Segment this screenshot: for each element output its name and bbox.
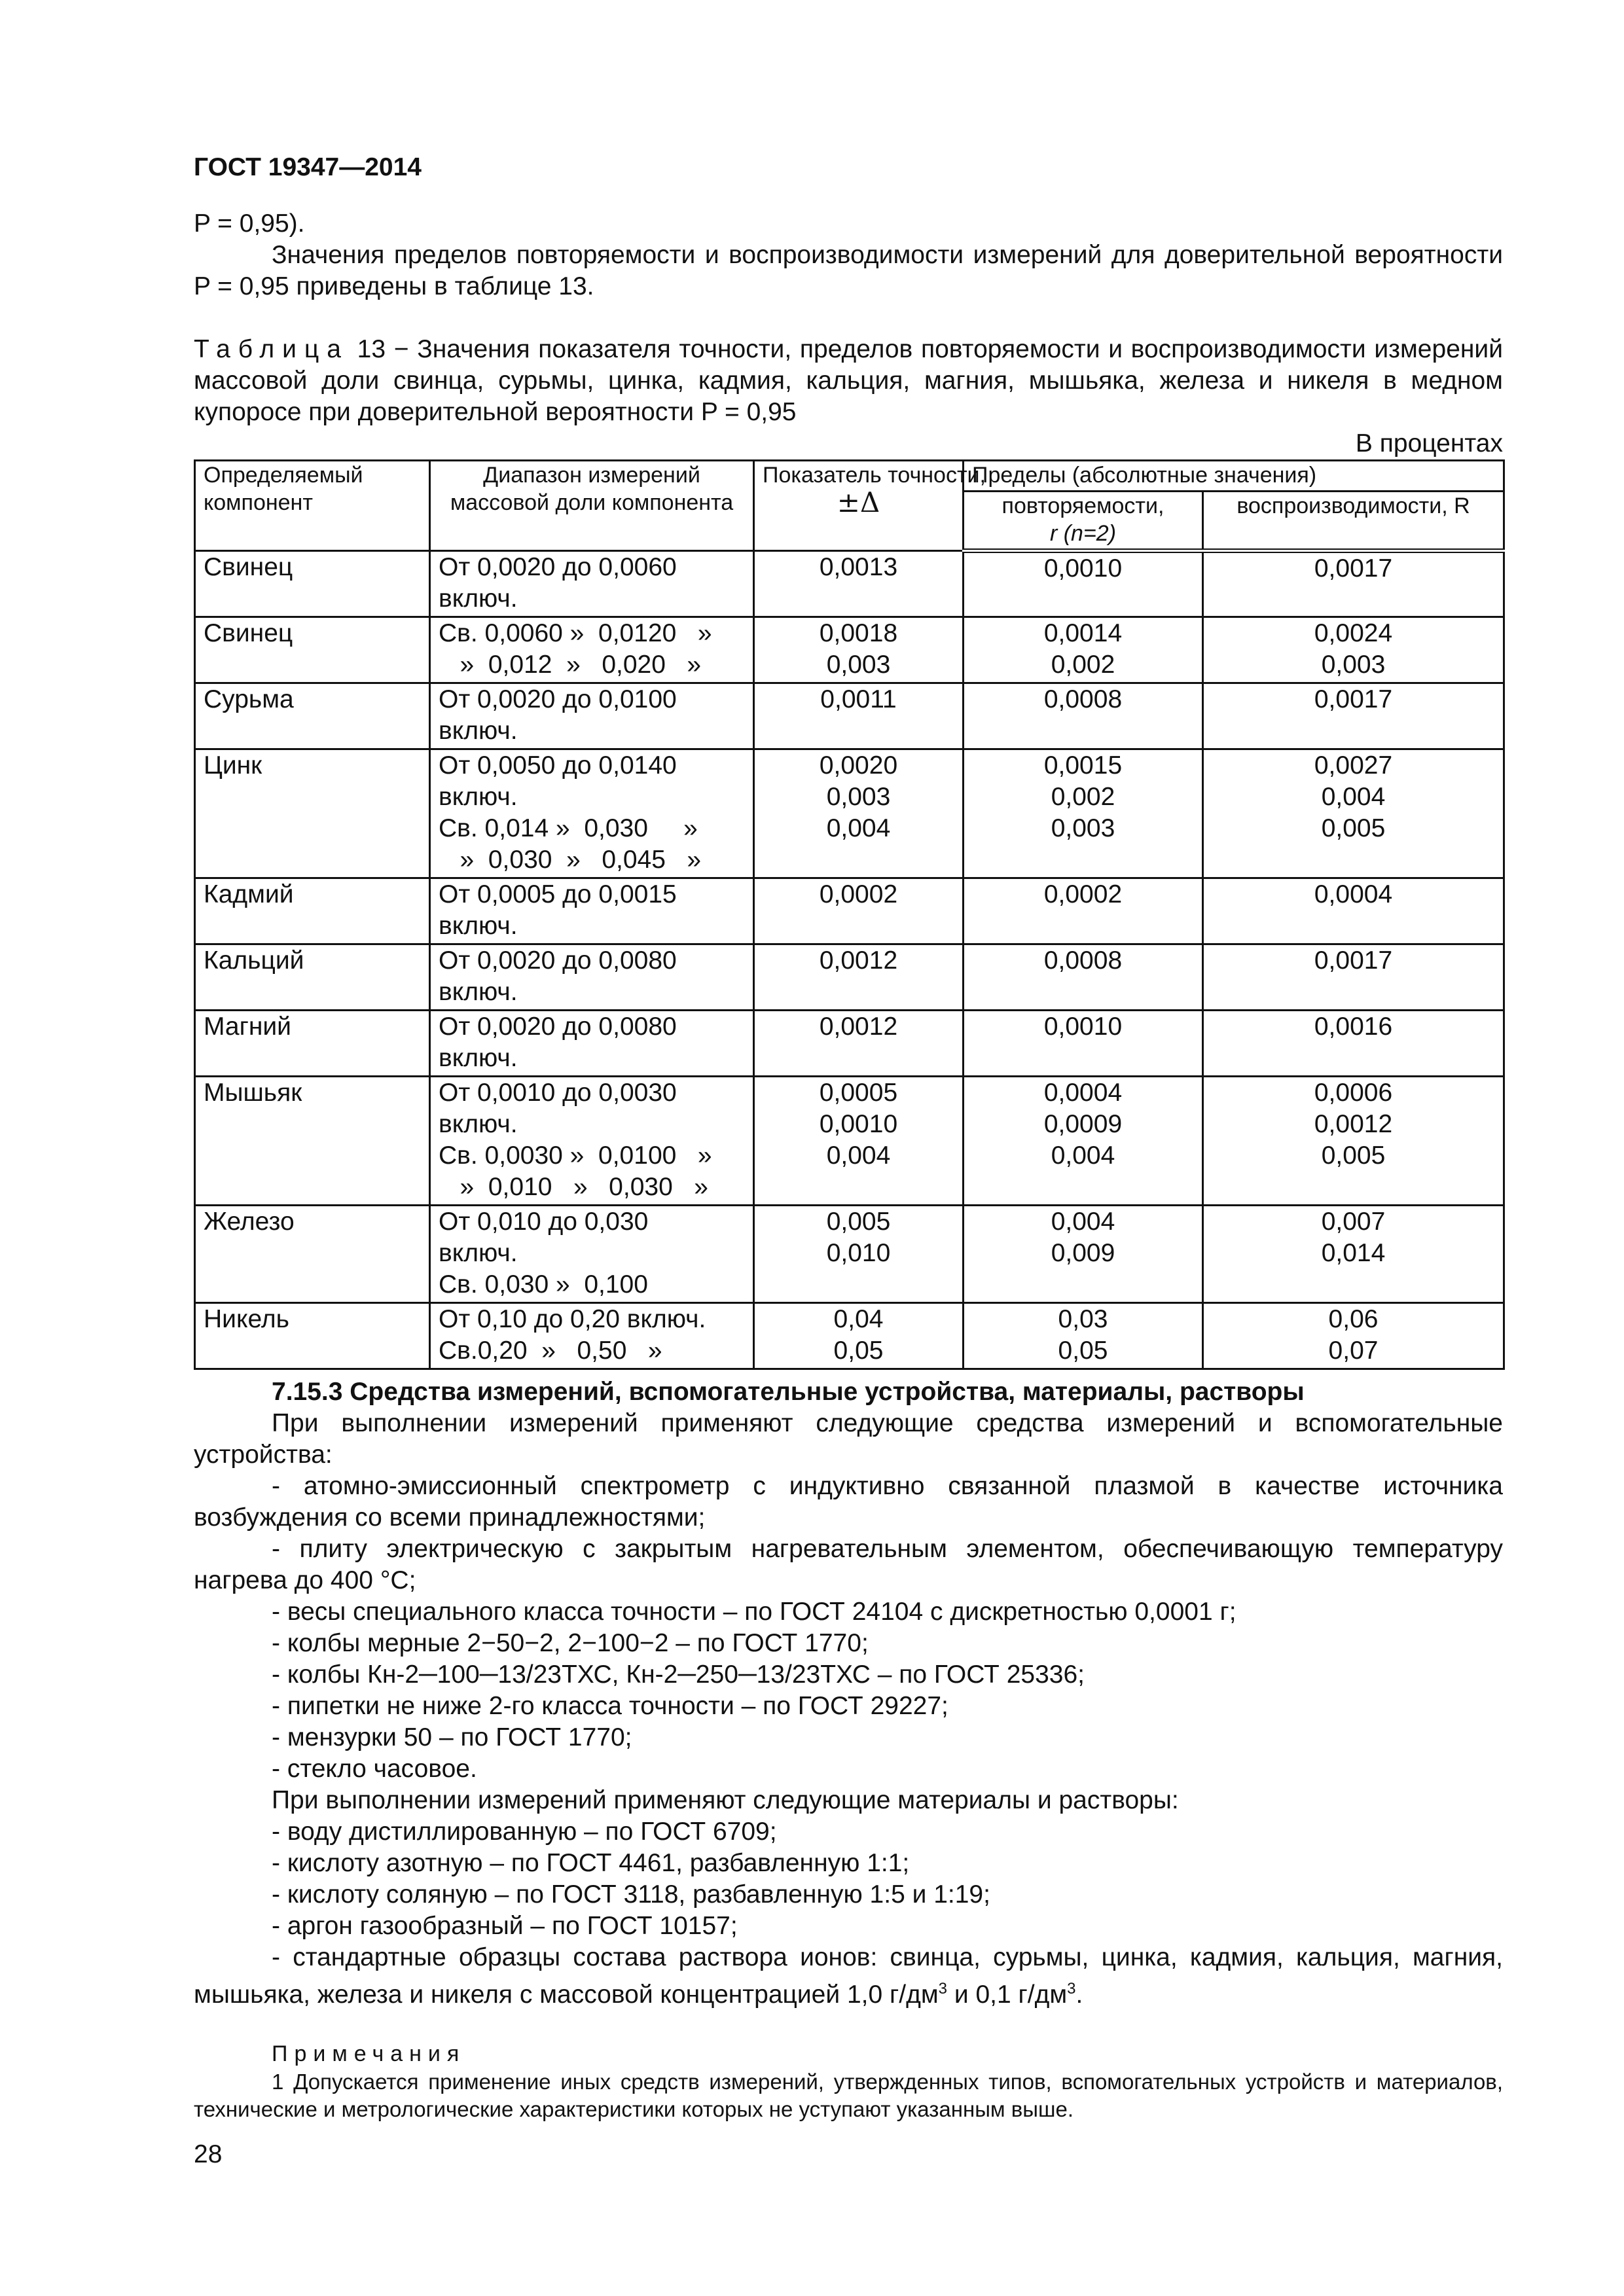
cell-range (430, 1303, 754, 1369)
cell-repeatability-line: 0,004 (1051, 1208, 1115, 1236)
cell-repeatability-line: 0,0010 (1043, 1013, 1123, 1041)
cell-range-line: включ. (439, 1110, 518, 1138)
cell-accuracy (754, 1303, 964, 1369)
cell-range-line: От 0,0020 до 0,0080 (439, 1013, 677, 1041)
cell-repeatability-line: 0,0009 (1043, 1110, 1123, 1138)
cell-repeatability-line: 0,03 (1058, 1305, 1108, 1333)
equipment-item: - мензурки 50 – по ГОСТ 1770; (272, 1723, 632, 1751)
cell-range-line: включ. (439, 783, 518, 811)
cell-component: Никель (195, 1303, 430, 1369)
cell-reproducibility (1203, 551, 1504, 617)
cell-range-line: От 0,0020 до 0,0060 (439, 553, 677, 581)
header-repeatability (964, 492, 1203, 551)
cell-range-line: » 0,030 » 0,045 » (439, 846, 702, 874)
cell-component: Сурьма (195, 683, 430, 749)
cell-repeatability-line: 0,05 (1058, 1336, 1108, 1365)
header-repeatability-symbol: r (n=2) (1049, 521, 1117, 546)
cell-accuracy (754, 683, 964, 749)
equipment-item: - весы специального класса точности – по ГОСТ 24104 с дискретностью 0,0001 г; (272, 1598, 1236, 1626)
cell-repeatability-line: 0,0008 (1043, 946, 1123, 975)
cell-component: Свинец (195, 551, 430, 617)
cell-repeatability (964, 1077, 1203, 1206)
equipment-list (194, 1471, 1503, 1785)
table-row (195, 1206, 1504, 1303)
cell-range (430, 1011, 754, 1077)
material-item: - аргон газообразный – по ГОСТ 10157; (272, 1912, 738, 1940)
cell-reproducibility-line: 0,0004 (1314, 880, 1393, 908)
cell-repeatability-line: 0,0002 (1043, 880, 1123, 908)
cell-accuracy-line: 0,0018 (819, 619, 898, 647)
cell-repeatability-line: 0,0014 (1043, 619, 1123, 647)
equipment-item: - пипетки не ниже 2-го класса точности – по ГОСТ 29227; (272, 1692, 948, 1720)
cell-reproducibility-line: 0,007 (1321, 1208, 1386, 1236)
notes-heading: Примечания (272, 2041, 466, 2066)
equipment-item: - стекло часовое. (272, 1755, 477, 1783)
section-intro-1: При выполнении измерений применяют следующие средства измерений и вспомогательные устройства: (194, 1409, 1503, 1469)
cell-repeatability-line: 0,0010 (1043, 554, 1123, 583)
superscript-2: 3 (1067, 1980, 1076, 1998)
cell-reproducibility-line: 0,004 (1321, 783, 1386, 811)
section-title: 7.15.3 Средства измерений, вспомогательные устройства, материалы, растворы (272, 1378, 1305, 1406)
cell-accuracy-line: 0,0005 (819, 1079, 898, 1107)
cell-range-line: От 0,0050 до 0,0140 (439, 751, 677, 780)
cell-range (430, 878, 754, 944)
table-caption-body: 13 − Значения показателя точности, пределов повторяемости и воспроизводимости измерений массовой доли свинца, сурьмы, цинка, кадмия, кальция, магния, мышьяка, железа и никеля в медном купоросе при доверительной вероятности P = 0,95 (194, 335, 1503, 426)
cell-range-line: включ. (439, 912, 518, 940)
cell-repeatability-line: 0,002 (1051, 783, 1115, 811)
cell-reproducibility-line: 0,005 (1321, 1141, 1386, 1170)
cell-accuracy-line: 0,003 (826, 651, 891, 679)
cell-reproducibility-line: 0,014 (1321, 1239, 1386, 1267)
header-range: Диапазон измерений массовой доли компонента (430, 461, 754, 551)
header-component: Определяемый компонент (195, 461, 430, 551)
cell-reproducibility (1203, 683, 1504, 749)
equipment-item: - колбы мерные 2−50−2, 2−100−2 – по ГОСТ 1770; (272, 1629, 869, 1657)
document-page (194, 152, 1503, 2169)
cell-accuracy-line: 0,010 (826, 1239, 891, 1267)
table-row (195, 944, 1504, 1011)
header-accuracy-symbol: ±Δ (837, 486, 880, 518)
cell-component: Кадмий (195, 878, 430, 944)
cell-component: Магний (195, 1011, 430, 1077)
intro-paragraph: Значения пределов повторяемости и воспроизводимости измерений для доверительной вероятности P = 0,95 приведены в таблице 13. (194, 241, 1503, 300)
cell-reproducibility-line: 0,0006 (1314, 1079, 1393, 1107)
table-units: В процентах (1355, 429, 1503, 457)
cell-accuracy (754, 944, 964, 1011)
cell-component: Свинец (195, 617, 430, 683)
cell-accuracy-line: 0,0011 (820, 685, 897, 713)
table-row (195, 878, 1504, 944)
cell-accuracy-line: 0,005 (826, 1208, 891, 1236)
cell-accuracy-line: 0,05 (833, 1336, 884, 1365)
cell-repeatability (964, 944, 1203, 1011)
cell-accuracy (754, 749, 964, 878)
cell-accuracy (754, 1011, 964, 1077)
cell-reproducibility (1203, 878, 1504, 944)
cell-reproducibility-line: 0,0017 (1314, 946, 1393, 975)
cell-accuracy (754, 1077, 964, 1206)
cell-reproducibility-line: 0,0017 (1314, 685, 1393, 713)
cell-range-line: Св.0,20 » 0,50 » (439, 1336, 662, 1365)
last-item-mid: и 0,1 г/дм (947, 1981, 1068, 2009)
table-row (195, 1303, 1504, 1369)
cell-range-line: включ. (439, 978, 518, 1006)
intro-line: P = 0,95). (194, 209, 305, 238)
cell-accuracy (754, 878, 964, 944)
table-caption-label: Таблица (194, 335, 349, 363)
header-limits: Пределы (абсолютные значения) (964, 461, 1504, 492)
cell-accuracy-line: 0,0012 (819, 1013, 898, 1041)
cell-accuracy (754, 1206, 964, 1303)
cell-reproducibility-line: 0,005 (1321, 814, 1386, 842)
cell-range-line: включ. (439, 584, 518, 613)
cell-reproducibility (1203, 944, 1504, 1011)
cell-repeatability-line: 0,0008 (1043, 685, 1123, 713)
cell-repeatability (964, 1011, 1203, 1077)
cell-range-line: От 0,10 до 0,20 включ. (439, 1305, 706, 1333)
cell-repeatability (964, 617, 1203, 683)
document-header: ГОСТ 19347—2014 (194, 153, 422, 181)
cell-accuracy-line: 0,0013 (819, 553, 898, 581)
cell-repeatability-line: 0,0004 (1043, 1079, 1123, 1107)
cell-range (430, 551, 754, 617)
equipment-item: - колбы Кн-2─100─13/23ТХС, Кн-2─250─13/23ТХС – по ГОСТ 25336; (272, 1660, 1085, 1689)
cell-reproducibility-line: 0,0024 (1314, 619, 1393, 647)
cell-range-line: включ. (439, 717, 518, 745)
cell-accuracy-line: 0,0002 (819, 880, 898, 908)
cell-accuracy-line: 0,004 (826, 814, 891, 842)
data-table (194, 459, 1505, 1370)
cell-range-line: » 0,012 » 0,020 » (439, 651, 702, 679)
table-caption (194, 334, 1503, 459)
superscript-1: 3 (938, 1980, 948, 1998)
cell-component: Железо (195, 1206, 430, 1303)
cell-range-line: включ. (439, 1044, 518, 1072)
cell-accuracy-line: 0,004 (826, 1141, 891, 1170)
table-row (195, 1077, 1504, 1206)
cell-accuracy-line: 0,0020 (819, 751, 898, 780)
cell-range (430, 749, 754, 878)
cell-reproducibility (1203, 1206, 1504, 1303)
last-item-end: . (1075, 1981, 1083, 2009)
material-item: - кислоту соляную – по ГОСТ 3118, разбавленную 1:5 и 1:19; (272, 1880, 990, 1909)
cell-reproducibility-line: 0,0027 (1314, 751, 1393, 780)
cell-repeatability (964, 551, 1203, 617)
cell-range-line: Св. 0,0030 » 0,0100 » (439, 1141, 712, 1170)
table-row (195, 551, 1504, 617)
table-row (195, 617, 1504, 683)
cell-accuracy-line: 0,003 (826, 783, 891, 811)
cell-reproducibility (1203, 1303, 1504, 1369)
cell-reproducibility-line: 0,06 (1328, 1305, 1379, 1333)
cell-repeatability-line: 0,002 (1051, 651, 1115, 679)
materials-list-last-item (194, 1942, 1503, 2011)
cell-range-line: Св. 0,0060 » 0,0120 » (439, 619, 712, 647)
last-item-text: - стандартные образцы состава раствора ионов: свинца, сурьмы, цинка, кадмия, кальция, магния, мышьяка, железа и никеля с массовой концентрацией 1,0 г/дм (194, 1943, 1503, 2009)
page-number: 28 (194, 2140, 223, 2168)
cell-range-line: » 0,010 » 0,030 » (439, 1173, 708, 1201)
cell-repeatability-line: 0,009 (1051, 1239, 1115, 1267)
cell-range-line: От 0,010 до 0,030 (439, 1208, 649, 1236)
cell-reproducibility (1203, 1011, 1504, 1077)
cell-repeatability-line: 0,004 (1051, 1141, 1115, 1170)
cell-repeatability (964, 749, 1203, 878)
cell-component: Мышьяк (195, 1077, 430, 1206)
cell-repeatability-line: 0,003 (1051, 814, 1115, 842)
equipment-item: - атомно-эмиссионный спектрометр с индуктивно связанной плазмой в качестве источника возбуждения со всеми принадлежностями; (194, 1472, 1503, 1532)
cell-range (430, 1206, 754, 1303)
cell-reproducibility (1203, 749, 1504, 878)
cell-range-line: От 0,0020 до 0,0100 (439, 685, 677, 713)
table-caption-text (194, 334, 1503, 428)
header-accuracy-label: Показатель точности, (763, 463, 986, 488)
table-header-row-1 (195, 461, 1504, 492)
cell-range-line: От 0,0020 до 0,0080 (439, 946, 677, 975)
cell-accuracy (754, 617, 964, 683)
table-units-row (194, 428, 1503, 459)
cell-range-line: Св. 0,014 » 0,030 » (439, 814, 698, 842)
cell-repeatability (964, 878, 1203, 944)
cell-reproducibility-line: 0,07 (1328, 1336, 1379, 1365)
cell-range-line: Св. 0,030 » 0,100 (439, 1270, 648, 1299)
cell-reproducibility (1203, 617, 1504, 683)
cell-component: Кальций (195, 944, 430, 1011)
table-row (195, 749, 1504, 878)
cell-component: Цинк (195, 749, 430, 878)
cell-repeatability (964, 1206, 1203, 1303)
table-row (195, 1011, 1504, 1077)
material-item: - воду дистиллированную – по ГОСТ 6709; (272, 1818, 777, 1846)
cell-range (430, 617, 754, 683)
cell-range (430, 944, 754, 1011)
header-accuracy (754, 461, 986, 551)
cell-repeatability (964, 683, 1203, 749)
equipment-item: - плиту электрическую с закрытым нагревательным элементом, обеспечивающую температуру нагрева до 400 °С; (194, 1535, 1503, 1594)
cell-range (430, 683, 754, 749)
cell-repeatability-line: 0,0015 (1043, 751, 1123, 780)
section-intro-2: При выполнении измерений применяют следующие материалы и растворы: (272, 1786, 1179, 1814)
cell-range-line: От 0,0010 до 0,0030 (439, 1079, 677, 1107)
cell-reproducibility-line: 0,0012 (1314, 1110, 1393, 1138)
cell-accuracy (754, 551, 964, 617)
header-repeatability-label: повторяемости, (1001, 493, 1164, 518)
cell-reproducibility (1203, 1077, 1504, 1206)
cell-repeatability (964, 1303, 1203, 1369)
table-row (195, 683, 1504, 749)
header-reproducibility: воспроизводимости, R (1203, 492, 1504, 551)
cell-range-line: включ. (439, 1239, 518, 1267)
cell-reproducibility-line: 0,0017 (1314, 554, 1393, 583)
cell-reproducibility-line: 0,003 (1321, 651, 1386, 679)
materials-list (194, 1816, 1503, 1942)
cell-reproducibility-line: 0,0016 (1314, 1013, 1393, 1041)
cell-accuracy-line: 0,0012 (819, 946, 898, 975)
cell-accuracy-line: 0,04 (833, 1305, 884, 1333)
material-item: - кислоту азотную – по ГОСТ 4461, разбавленную 1:1; (272, 1849, 910, 1877)
cell-range (430, 1077, 754, 1206)
cell-range-line: От 0,0005 до 0,0015 (439, 880, 677, 908)
cell-accuracy-line: 0,0010 (819, 1110, 898, 1138)
note-1: 1 Допускается применение иных средств измерений, утвержденных типов, вспомогательных устройств и материалов, технические и метрологические характеристики которых не уступают указанным выше. (194, 2070, 1503, 2121)
